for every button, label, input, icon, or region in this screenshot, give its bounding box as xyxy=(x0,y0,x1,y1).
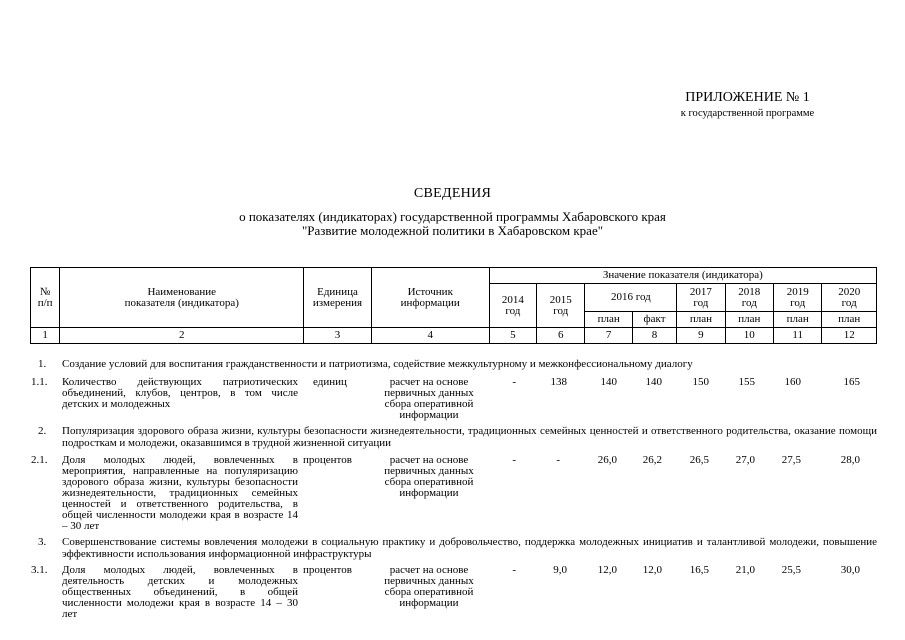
document-heading xyxy=(0,186,905,238)
item-source: расчет на основе первичных данных сбора оперативной информации xyxy=(384,376,474,421)
value-2016-plan: 12,0 xyxy=(597,564,617,576)
header-2020-plan: план xyxy=(822,312,877,328)
value-2019: 25,5 xyxy=(781,564,801,576)
value-2018: 27,0 xyxy=(735,454,755,466)
header-year-2019: 2019 год xyxy=(774,284,822,312)
header-num: № п/п xyxy=(31,268,60,328)
section-number: 3. xyxy=(38,536,47,548)
header-source: Источник информации xyxy=(371,268,489,328)
column-number: 3 xyxy=(304,328,372,344)
header-2019-plan: план xyxy=(774,312,822,328)
header-name: Наименование показателя (индикатора) xyxy=(60,268,304,328)
item-number: 1.1. xyxy=(31,376,48,388)
column-number: 4 xyxy=(371,328,489,344)
value-2016-plan: 26,0 xyxy=(597,454,617,466)
appendix-subtitle: к государственной программе xyxy=(680,108,815,119)
value-2020: 30,0 xyxy=(840,564,860,576)
appendix-block xyxy=(640,90,855,120)
value-2018: 155 xyxy=(738,376,755,388)
header-value: Значение показателя (индикатора) xyxy=(489,268,876,284)
item-unit: процентов xyxy=(303,564,352,576)
header-year-2018: 2018 год xyxy=(725,284,773,312)
header-year-2016: 2016 год xyxy=(585,284,677,312)
column-number: 1 xyxy=(31,328,60,344)
section-title: Популяризация здорового образа жизни, культуры безопасности жизнедеятельности, традиционных семейных ценностей и ответственного родительства, оказание помощи подросткам и молодежи, оказавшимся в трудной жизненной ситуации xyxy=(62,425,877,449)
item-source: расчет на основе первичных данных сбора оперативной информации xyxy=(384,564,474,609)
item-name: Количество действующих патриотических объединений, клубов, центров, в том числе детских и молодежных xyxy=(62,376,298,410)
header-2016-plan: план xyxy=(585,312,632,328)
value-2018: 21,0 xyxy=(735,564,755,576)
column-number: 8 xyxy=(632,328,676,344)
column-number: 9 xyxy=(677,328,725,344)
item-name: Доля молодых людей, вовлеченных в мероприятия, направленные на популяризацию здорового образа жизни, культуры безопасности жизнедеятельности, традиционных семейных ценностей и ответственного родительства, в общей численности молодежи края в возрасте 14 – 30 лет xyxy=(62,454,298,532)
document-subtitle-line2: "Развитие молодежной политики в Хабаровском крае" xyxy=(301,223,604,238)
value-2017: 16,5 xyxy=(689,564,709,576)
header-2018-plan: план xyxy=(725,312,773,328)
item-name: Доля молодых людей, вовлеченных в деятельность детских и молодежных общественных объединений, в общей численности молодежи края в возрасте 14 – 30 лет xyxy=(62,564,298,620)
column-number: 10 xyxy=(725,328,773,344)
header-year-2015: 2015 год xyxy=(537,284,585,328)
column-number: 7 xyxy=(585,328,632,344)
column-number: 6 xyxy=(537,328,585,344)
section-title: Совершенствование системы вовлечения молодежи в социальную практику и добровольчество, поддержка молодежных инициатив и талантливой молодежи, повышение эффективности использования информационной инфраструктуры xyxy=(62,536,877,560)
value-2015: 138 xyxy=(550,376,567,388)
document-title: СВЕДЕНИЯ xyxy=(413,186,492,201)
header-2017-plan: план xyxy=(677,312,725,328)
document-subtitle-line1: о показателях (индикаторах) государственной программы Хабаровского края xyxy=(239,209,666,224)
header-2016-fact: факт xyxy=(632,312,676,328)
value-2015: - xyxy=(556,454,560,466)
item-number: 2.1. xyxy=(31,454,48,466)
indicators-table-header xyxy=(30,267,877,344)
column-number: 11 xyxy=(774,328,822,344)
header-year-2017: 2017 год xyxy=(677,284,725,312)
header-year-2020: 2020 год xyxy=(822,284,877,312)
item-unit: единиц xyxy=(313,376,347,388)
value-2019: 160 xyxy=(784,376,801,388)
value-2017: 26,5 xyxy=(689,454,709,466)
appendix-title: ПРИЛОЖЕНИЕ № 1 xyxy=(685,90,810,105)
item-number: 3.1. xyxy=(31,564,48,576)
value-2016-fact: 140 xyxy=(645,376,662,388)
section-number: 2. xyxy=(38,425,47,437)
header-year-2014: 2014 год xyxy=(489,284,536,328)
value-2016-fact: 26,2 xyxy=(642,454,662,466)
value-2016-plan: 140 xyxy=(600,376,617,388)
item-unit: процентов xyxy=(303,454,352,466)
section-title: Создание условий для воспитания гражданственности и патриотизма, содействие межкультурному и межконфессиональному диалогу xyxy=(62,358,693,370)
value-2016-fact: 12,0 xyxy=(642,564,662,576)
value-2015: 9,0 xyxy=(553,564,567,576)
value-2020: 28,0 xyxy=(840,454,860,466)
section-number: 1. xyxy=(38,358,47,370)
value-2017: 150 xyxy=(692,376,709,388)
item-source: расчет на основе первичных данных сбора оперативной информации xyxy=(384,454,474,499)
column-number: 12 xyxy=(822,328,877,344)
column-number: 2 xyxy=(60,328,304,344)
value-2014: - xyxy=(512,454,516,466)
value-2020: 165 xyxy=(843,376,860,388)
value-2014: - xyxy=(512,376,516,388)
value-2019: 27,5 xyxy=(781,454,801,466)
header-unit: Единица измерения xyxy=(304,268,372,328)
value-2014: - xyxy=(512,564,516,576)
column-number: 5 xyxy=(489,328,536,344)
